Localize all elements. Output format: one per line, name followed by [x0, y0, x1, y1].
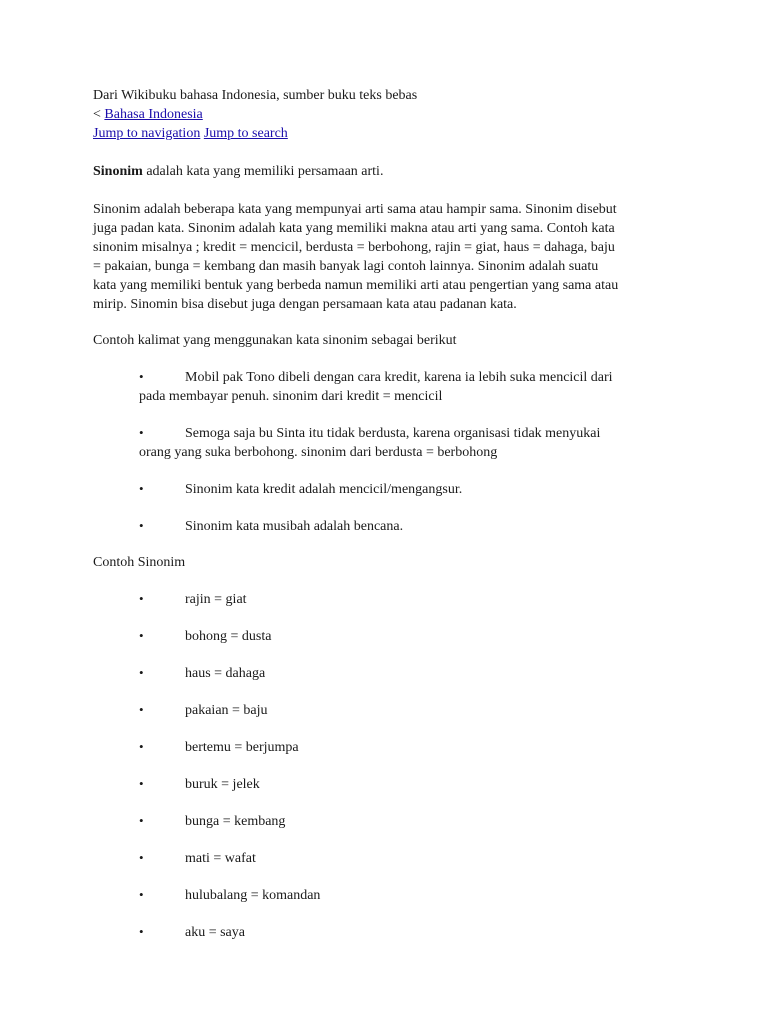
list-item [139, 811, 683, 831]
intro-paragraph [93, 162, 683, 181]
list-item [139, 885, 683, 905]
example-pair: bunga = kembang [185, 814, 286, 829]
sentences-heading: Contoh kalimat yang menggunakan kata sinonim sebagai berikut [93, 333, 457, 348]
example-pair: buruk = jelek [185, 777, 260, 792]
example-pair: rajin = giat [185, 592, 247, 607]
breadcrumb-prefix: < [93, 107, 105, 122]
jump-to-search-link[interactable]: Jump to search [203, 126, 288, 141]
list-item [139, 922, 683, 942]
description-line: sinonim misalnya ; kredit = mencicil, berdusta = berbohong, rajin = giat, haus = dahaga, baju [93, 240, 615, 255]
description-line: Sinonim adalah beberapa kata yang mempunyai arti sama atau hampir sama. Sinonim disebut [93, 202, 617, 217]
sentence-text-line2: orang yang suka berbohong. sinonim dari berdusta = berbohong [139, 445, 498, 460]
example-pair: bohong = dusta [185, 629, 272, 644]
bullet-icon: • [139, 481, 144, 496]
source-line: Dari Wikibuku bahasa Indonesia, sumber buku teks bebas [93, 88, 418, 103]
list-item [139, 663, 683, 683]
intro-definition: adalah kata yang memiliki persamaan arti. [142, 164, 384, 179]
bullet-icon: • [139, 518, 144, 533]
description-line: juga padan kata. Sinonim adalah kata yang memiliki makna atau arti yang sama. Contoh kata [93, 221, 615, 236]
list-item [139, 848, 683, 868]
bullet-icon: • [139, 739, 144, 754]
list-item [139, 737, 683, 757]
description-line: mirip. Sinomin bisa disebut juga dengan persamaan kata atau padanan kata. [93, 297, 517, 312]
sentence-text-line1: Sinonim kata kredit adalah mencicil/mengangsur. [185, 482, 463, 497]
example-pair: bertemu = berjumpa [185, 740, 299, 755]
bullet-icon: • [139, 887, 144, 902]
bullet-icon: • [139, 702, 144, 717]
description-line: = pakaian, bunga = kembang dan masih banyak lagi contoh lainnya. Sinonim adalah suatu [93, 259, 599, 274]
example-pair: haus = dahaga [185, 666, 266, 681]
list-item [139, 774, 683, 794]
list-item [139, 626, 683, 646]
jump-links [93, 124, 683, 143]
example-pair: aku = saya [185, 925, 245, 940]
bullet-icon: • [139, 628, 144, 643]
example-list [139, 589, 683, 942]
bullet-icon: • [139, 425, 144, 440]
intro-term: Sinonim [93, 164, 143, 179]
sentence-text-line1: Mobil pak Tono dibeli dengan cara kredit, karena ia lebih suka mencicil dari [185, 370, 613, 385]
bullet-icon: • [139, 776, 144, 791]
list-item [139, 423, 683, 462]
list-item [139, 516, 683, 536]
sentence-text-line1: Semoga saja bu Sinta itu tidak berdusta, karena organisasi tidak menyukai [185, 426, 601, 441]
sentence-text-line1: Sinonim kata musibah adalah bencana. [185, 519, 404, 534]
list-item [139, 479, 683, 499]
list-item [139, 367, 683, 406]
bullet-icon: • [139, 665, 144, 680]
list-item [139, 700, 683, 720]
example-pair: mati = wafat [185, 851, 256, 866]
breadcrumb-link-bahasa-indonesia[interactable]: Bahasa Indonesia [104, 107, 203, 122]
bullet-icon: • [139, 924, 144, 939]
description-paragraph [93, 200, 683, 314]
sentence-text-line2: pada membayar penuh. sinonim dari kredit = mencicil [139, 389, 443, 404]
list-item [139, 589, 683, 609]
bullet-icon: • [139, 369, 144, 384]
breadcrumb [93, 105, 683, 124]
bullet-icon: • [139, 591, 144, 606]
bullet-icon: • [139, 850, 144, 865]
bullet-icon: • [139, 813, 144, 828]
sentence-list [139, 367, 683, 536]
description-line: kata yang memiliki bentuk yang berbeda namun memiliki arti atau pengertian yang sama atau [93, 278, 619, 293]
document-page [93, 86, 683, 959]
example-pair: pakaian = baju [185, 703, 268, 718]
example-pair: hulubalang = komandan [185, 888, 321, 903]
examples-heading: Contoh Sinonim [93, 555, 186, 570]
jump-to-navigation-link[interactable]: Jump to navigation [93, 126, 201, 141]
